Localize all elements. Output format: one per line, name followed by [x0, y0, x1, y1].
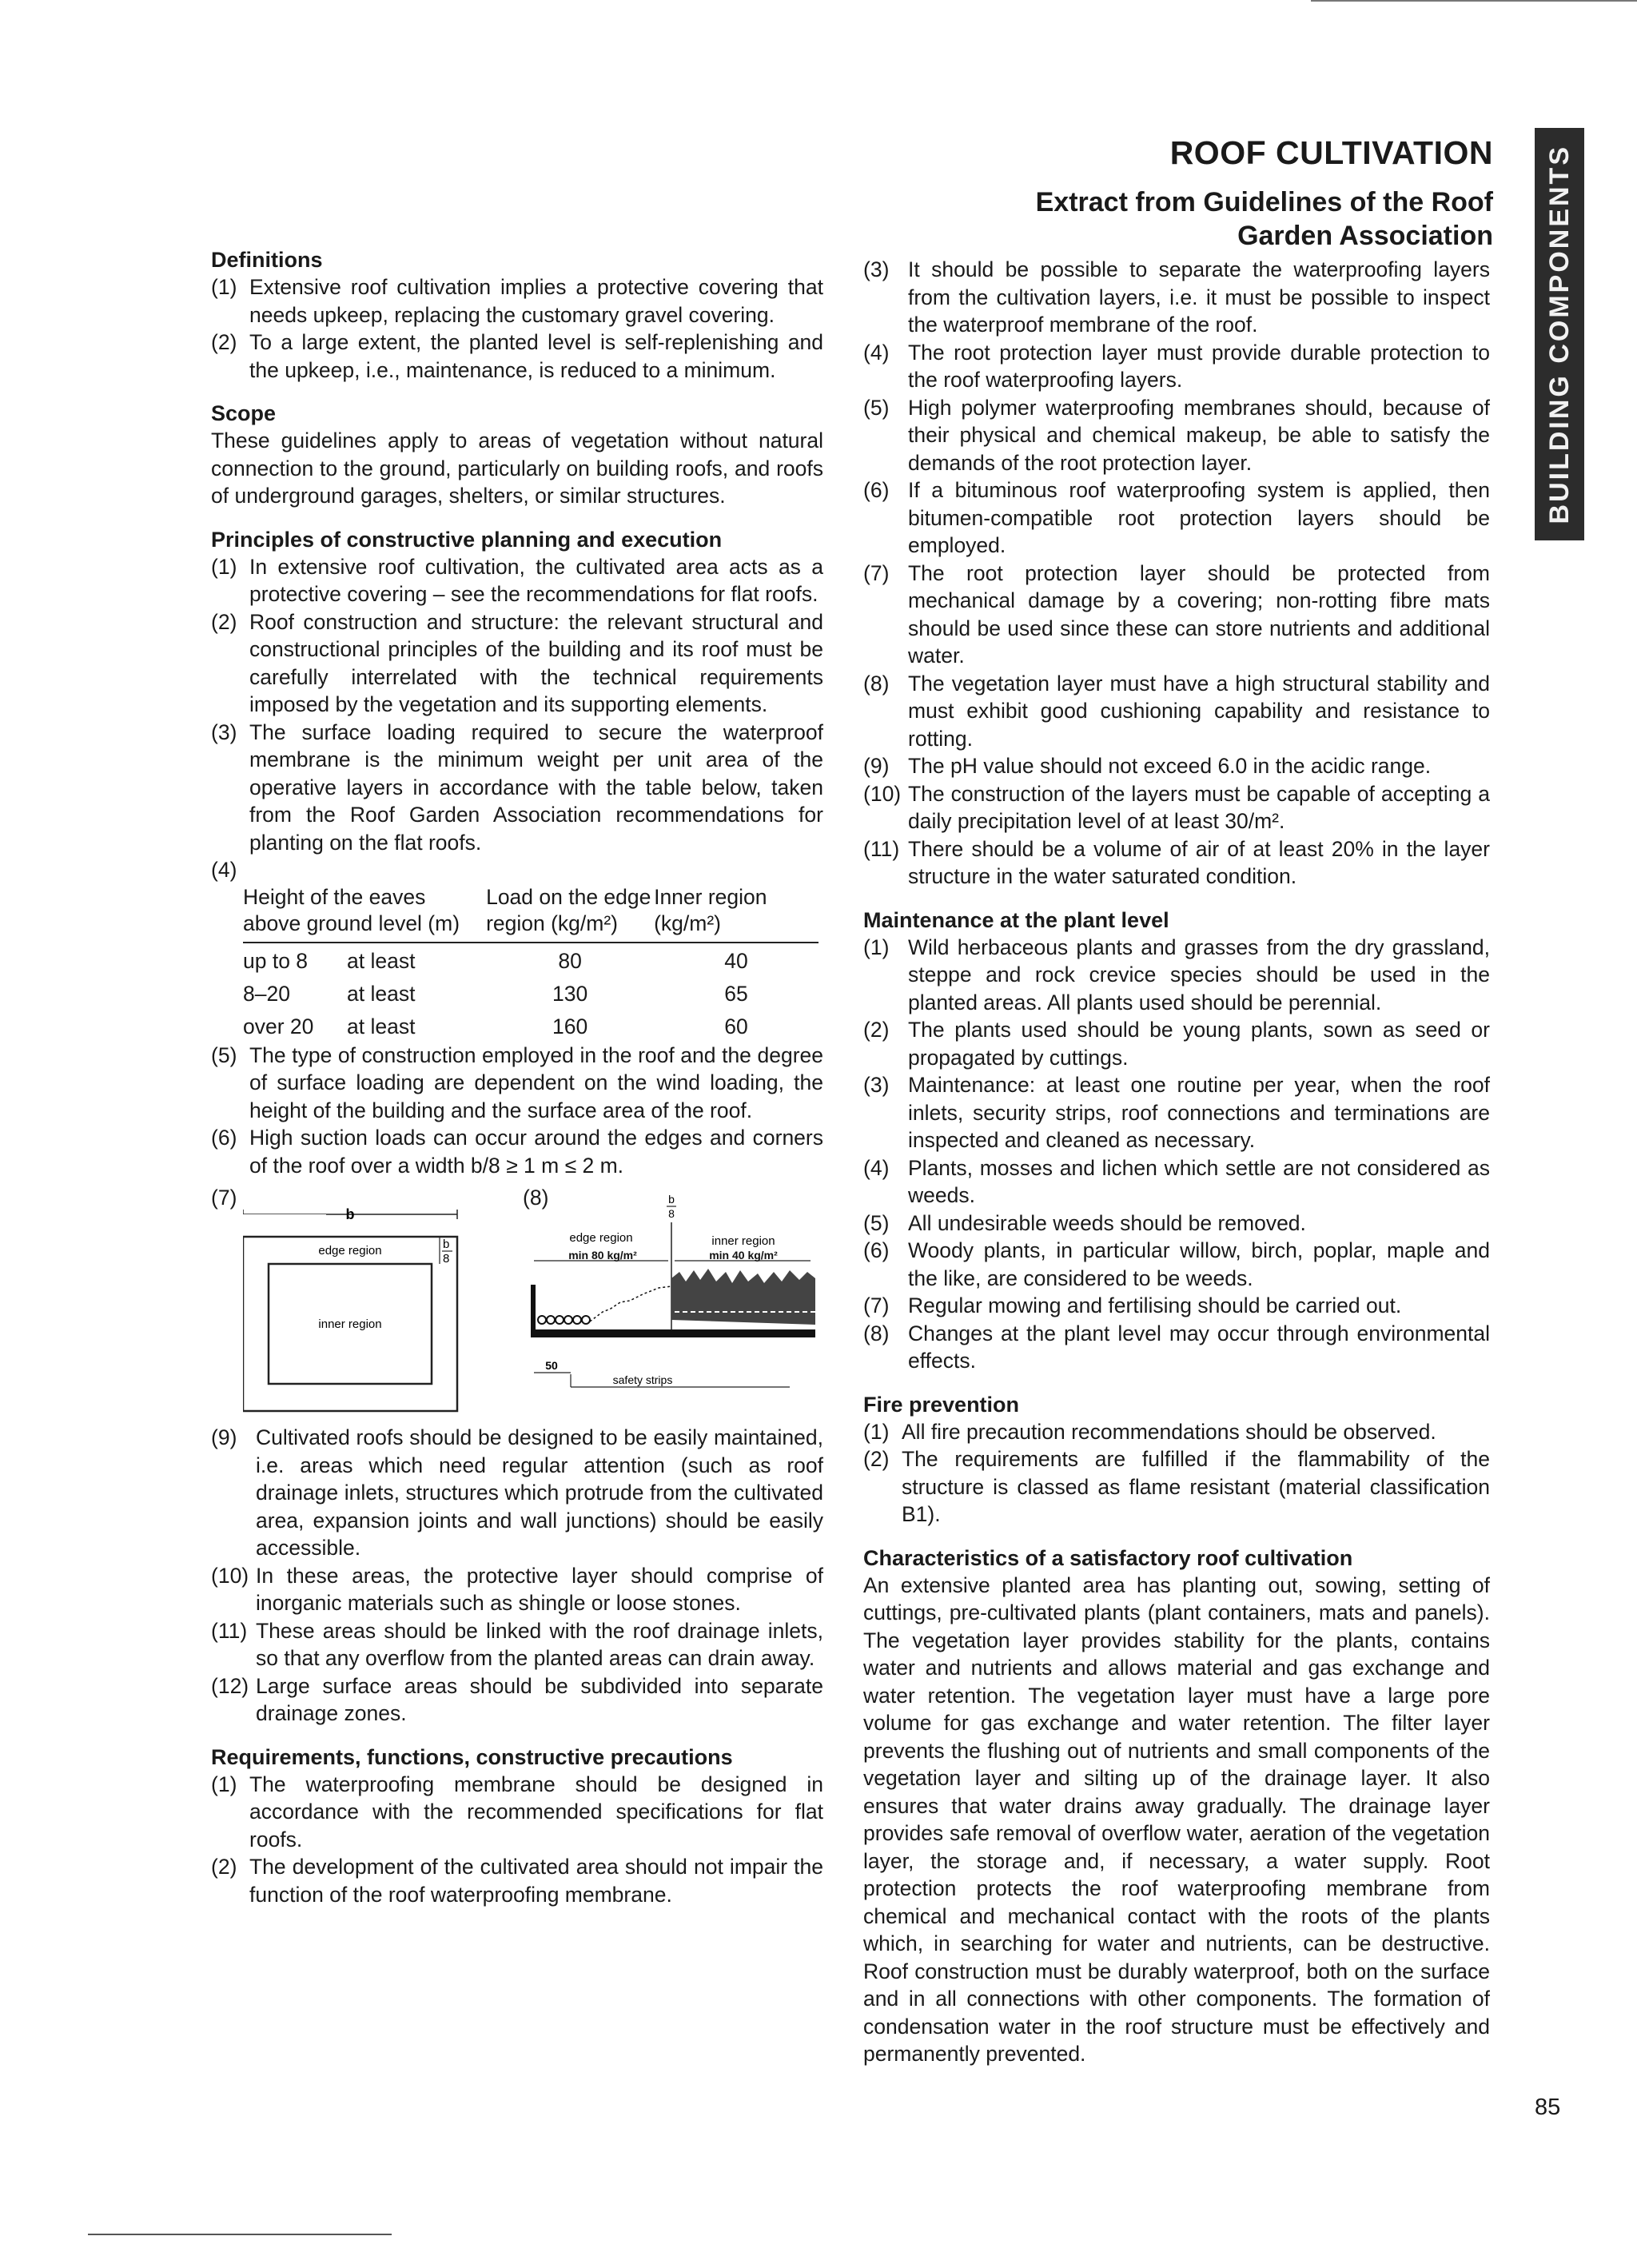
inner-region-label: inner region: [318, 1317, 382, 1331]
item-number: (11): [863, 836, 900, 861]
table-row: [243, 943, 818, 976]
item-text: The waterproofing membrane should be designed in accordance with the recommended specifications for flat roofs.: [249, 1772, 823, 1851]
item-text: Changes at the plant level may occur through environmental effects.: [908, 1321, 1490, 1373]
item-number: (2): [863, 1018, 890, 1042]
item-text: High polymer waterproofing membranes should, because of their physical and chemical makeup, be able to satisfy the demands of the root protection layer.: [908, 395, 1490, 475]
item-number: (7): [863, 560, 890, 585]
item-number: (2): [211, 609, 237, 634]
item-number: (4): [863, 1155, 890, 1180]
item-number: (6): [863, 478, 890, 502]
item-number: (5): [863, 1210, 890, 1235]
item-number: (12): [211, 1673, 249, 1698]
item-text: Roof construction and structure: the relevant structural and constructional principles of the building and its roof must be carefully interrelated with the technical requirements imposed by the vegetation and its supporting elements.: [249, 609, 823, 716]
item-text: In these areas, the protective layer should comprise of inorganic materials such as shingle or loose stones.: [256, 1563, 823, 1615]
fire-list: [863, 1418, 1490, 1529]
item-text: Wild herbaceous plants and grasses from the dry grassland, steppe and rock crevice species should be used in the planted areas. All plants used should be perennial.: [908, 935, 1490, 1014]
item-text: All undesirable weeds should be removed.: [908, 1210, 1306, 1235]
cell-edge: 130: [552, 981, 588, 1006]
scope-heading: Scope: [211, 401, 277, 425]
item-text: If a bituminous roof waterproofing system is applied, then bitumen-compatible root protection layers should be employed.: [908, 478, 1490, 557]
principles-heading: Principles of constructive planning and execution: [211, 527, 723, 552]
cell-qualifier: at least: [347, 1014, 416, 1038]
principles-list-b: [211, 1042, 823, 1180]
table-row: [243, 1009, 818, 1042]
item-number: (1): [211, 1772, 237, 1796]
maintenance-heading: Maintenance at the plant level: [863, 907, 1169, 932]
item-text: In extensive roof cultivation, the cultivated area acts as a protective covering – see the recommendations for flat roofs.: [249, 554, 823, 606]
list-item: [211, 1617, 823, 1672]
item-text: To a large extent, the planted level is self-replenishing and the upkeep, i.e., maintenance, is reduced to a minimum.: [249, 330, 823, 382]
page-number: 85: [1535, 2095, 1561, 2120]
list-item: [863, 1445, 1490, 1529]
edge-region-label: edge region: [318, 1244, 382, 1258]
item-number: (11): [211, 1618, 248, 1643]
list-item: [211, 1853, 823, 1908]
subtitle-line-1: Extract from Guidelines of the Roof: [1035, 187, 1493, 217]
item-number: (2): [211, 1855, 237, 1879]
item-text: There should be a volume of air of at least 20% in the layer structure in the water saturated condition.: [908, 836, 1490, 888]
figure-7-roof-plan: [243, 1206, 475, 1414]
list-item: [863, 1418, 1490, 1446]
b8-denominator: 8: [443, 1252, 450, 1266]
item-text: High suction loads can occur around the edges and corners of the roof over a width b/8 ≥ 1 m ≤ 2 m.: [249, 1126, 823, 1178]
cell-height: up to 8: [243, 948, 309, 973]
item-text: These areas should be linked with the roof drainage inlets, so that any overflow from the planted areas can drain away.: [256, 1618, 823, 1670]
section-edge-region-label: edge region: [569, 1231, 633, 1245]
item-text: The construction of the layers must be capable of accepting a daily precipitation level of at least 30/m².: [908, 781, 1490, 833]
requirements-list-a: [211, 1771, 823, 1909]
item-text: The requirements are fulfilled if the flammability of the structure is classed as flame resistant (material classification B1).: [902, 1447, 1490, 1526]
item-text: The plants used should be young plants, sown as seed or propagated by cuttings.: [908, 1018, 1490, 1070]
item-text: Woody plants, in particular willow, birch, poplar, maple and the like, are considered to be weeds.: [908, 1238, 1490, 1290]
cell-edge: 80: [558, 948, 582, 973]
dim-50-label: 50: [545, 1359, 558, 1372]
item-number: (5): [211, 1042, 237, 1067]
item-number: (4): [863, 340, 890, 365]
cell-qualifier: at least: [347, 981, 416, 1006]
item-number: (1): [211, 275, 237, 299]
list-item: [863, 339, 1490, 394]
subtitle-line-2: Garden Association: [1237, 221, 1493, 251]
list-item: [863, 1320, 1490, 1375]
min-edge-load: min 80 kg/m²: [568, 1249, 637, 1262]
left-column: [211, 246, 823, 1908]
item-number-4: (4): [211, 858, 237, 882]
fire-heading: Fire prevention: [863, 1392, 1020, 1417]
item-number: (6): [863, 1238, 890, 1262]
section-inner-region-label: inner region: [711, 1234, 775, 1248]
item-number: (2): [211, 330, 237, 354]
item-number: (8): [863, 671, 890, 696]
list-item: [863, 1071, 1490, 1154]
characteristics-text: An extensive planted area has planting out, sowing, setting of cuttings, pre-cultivated plants (plant containers, mats and panels). The vegetation layer provides stability for the plants, contains water and nutrients and allows material and gas exchange and water retention. The vegetation layer must have a large pore volume for gas exchange and water retention. The filter layer prevents the flushing out of nutrients and small components of the vegetation layer and silting up of the drainage layer. It also ensures that water drains away gradually. The drainage layer provides safe removal of overflow water, aeration of the vegetation layer, the storage and, if necessary, a water supply. Root protection protects the roof waterproofing membrane from chemical and mechanical contact with the roots of the plants which, in searching for water and nutrients, can be destructive. Roof construction must be durably waterproof, both on the surface and in all connections with other components. The formation of condensation water in the roof structure must be effectively and permanently prevented.: [863, 1572, 1490, 2066]
list-item: [211, 329, 823, 384]
section-tab-label: BUILDING COMPONENTS: [1543, 144, 1575, 524]
page-subtitle: [895, 185, 1493, 253]
bottom-rule: [88, 2234, 392, 2235]
list-item: [211, 1562, 823, 1617]
characteristics-heading: Characteristics of a satisfactory roof cultivation: [863, 1545, 1353, 1570]
list-item: [211, 553, 823, 608]
col-header-height: Height of the eaves above ground level (m): [243, 884, 460, 935]
item-text: Maintenance: at least one routine per year, when the roof inlets, security strips, roof connections and terminations are inspected and cleaned as necessary.: [908, 1073, 1490, 1152]
list-item: [211, 1771, 823, 1854]
list-item: [863, 394, 1490, 477]
item-text: The vegetation layer must have a high structural stability and must exhibit good cushioning capability and resistance to rotting.: [908, 671, 1490, 751]
safety-strips-label: safety strips: [612, 1373, 673, 1386]
item-text: All fire precaution recommendations should be observed.: [902, 1419, 1436, 1444]
right-column: [863, 256, 1490, 2068]
figure-7-number: (7): [211, 1186, 237, 1210]
item-text: The type of construction employed in the roof and the degree of surface loading are dependent on the wind loading, the height of the building and the surface area of the roof.: [249, 1042, 823, 1122]
list-item: [863, 560, 1490, 670]
list-item: [863, 1154, 1490, 1210]
requirements-list-b: [863, 256, 1490, 891]
list-item: [211, 719, 823, 857]
table-row: [243, 976, 818, 1009]
top-rule: [1311, 0, 1637, 2]
item-text: The root protection layer should be protected from mechanical damage by a covering; non-rotting fibre mats should be used since these can store nutrients and additional water.: [908, 560, 1490, 668]
list-item: [211, 608, 823, 719]
cell-inner: 65: [724, 981, 748, 1006]
definitions-heading: Definitions: [211, 248, 323, 272]
item-number: (5): [863, 395, 890, 420]
b8-numerator: b: [443, 1238, 450, 1251]
list-item: [863, 752, 1490, 780]
list-item: [863, 256, 1490, 339]
cell-edge: 160: [552, 1014, 588, 1038]
cell-inner: 40: [724, 948, 748, 973]
min-inner-load: min 40 kg/m²: [709, 1249, 778, 1262]
maintenance-list: [863, 934, 1490, 1375]
dim-b-label: b: [345, 1206, 355, 1222]
b8-numerator-section: b: [668, 1193, 675, 1206]
col-header-edge: Load on the edge region (kg/m²): [486, 884, 651, 935]
item-number: (10): [211, 1563, 249, 1588]
item-text: The root protection layer must provide durable protection to the roof waterproofing layers.: [908, 340, 1490, 392]
list-item: [211, 273, 823, 329]
section-tab: [1535, 128, 1584, 540]
item-number: (1): [863, 935, 890, 959]
list-item: [863, 670, 1490, 753]
list-item: [863, 1292, 1490, 1320]
principles-list-c: [211, 1424, 823, 1728]
list-item: [863, 1210, 1490, 1238]
item-number: (1): [863, 1419, 890, 1444]
item-number: (3): [863, 257, 890, 281]
item-text: Large surface areas should be subdivided into separate drainage zones.: [256, 1673, 823, 1725]
scope-text: These guidelines apply to areas of vegetation without natural connection to the ground, particularly on building roofs, and roofs of underground garages, shelters, or similar structures.: [211, 428, 823, 508]
item-text: The surface loading required to secure the waterproof membrane is the minimum weight per unit area of the operative layers in accordance with the table below, taken from the Roof Garden Association recommendations for planting on the flat roofs.: [249, 719, 823, 855]
item-number: (9): [211, 1425, 237, 1449]
item-number: (2): [863, 1447, 890, 1471]
list-item: [211, 1424, 823, 1562]
list-item: [863, 835, 1490, 891]
item-number: (9): [863, 754, 890, 778]
item-text: Regular mowing and fertilising should be carried out.: [908, 1293, 1402, 1317]
principles-list: [211, 553, 823, 857]
b8-denominator-section: 8: [668, 1207, 675, 1220]
item-number: (7): [863, 1293, 890, 1317]
list-item: [211, 1124, 823, 1179]
item-number: (3): [863, 1073, 890, 1097]
list-item: [211, 1672, 823, 1728]
item-text: Extensive roof cultivation implies a protective covering that needs upkeep, replacing the customary gravel covering.: [249, 275, 823, 327]
item-number: (3): [211, 719, 237, 744]
item-number: (10): [863, 781, 902, 806]
list-item: [863, 476, 1490, 560]
list-item: [863, 780, 1490, 835]
definitions-list: [211, 273, 823, 384]
figures: [211, 1184, 823, 1424]
figure-8-section: [531, 1192, 818, 1408]
item-number: (6): [211, 1126, 237, 1150]
list-item: [863, 1016, 1490, 1071]
list-item: [863, 1237, 1490, 1292]
cell-height: over 20: [243, 1014, 314, 1038]
requirements-heading: Requirements, functions, constructive precautions: [211, 1744, 733, 1769]
item-text: Cultivated roofs should be designed to be easily maintained, i.e. areas which need regular attention (such as roof drainage inlets, structures which protrude from the cultivated area, expansion joints and wall junctions) should be easily accessible.: [256, 1425, 823, 1560]
item-text: The pH value should not exceed 6.0 in the acidic range.: [908, 754, 1432, 778]
page-title: ROOF CULTIVATION: [1169, 134, 1493, 171]
item-text: It should be possible to separate the waterproofing layers from the cultivation layers, i.e. it must be possible to inspect the waterproof membrane of the roof.: [908, 257, 1490, 337]
table-header-row: [243, 884, 818, 943]
item-number: (1): [211, 554, 237, 579]
list-item: [863, 934, 1490, 1017]
col-header-inner: Inner region (kg/m²): [654, 884, 767, 935]
load-table: [243, 884, 818, 1042]
cell-height: 8–20: [243, 981, 290, 1006]
item-text: Plants, mosses and lichen which settle are not considered as weeds.: [908, 1155, 1490, 1207]
cell-inner: 60: [724, 1014, 748, 1038]
cell-qualifier: at least: [347, 948, 416, 973]
item-number: (8): [863, 1321, 890, 1345]
item-text: The development of the cultivated area should not impair the function of the roof waterproofing membrane.: [249, 1855, 823, 1907]
figure-8-number: (8): [523, 1186, 549, 1210]
list-item: [211, 1042, 823, 1125]
